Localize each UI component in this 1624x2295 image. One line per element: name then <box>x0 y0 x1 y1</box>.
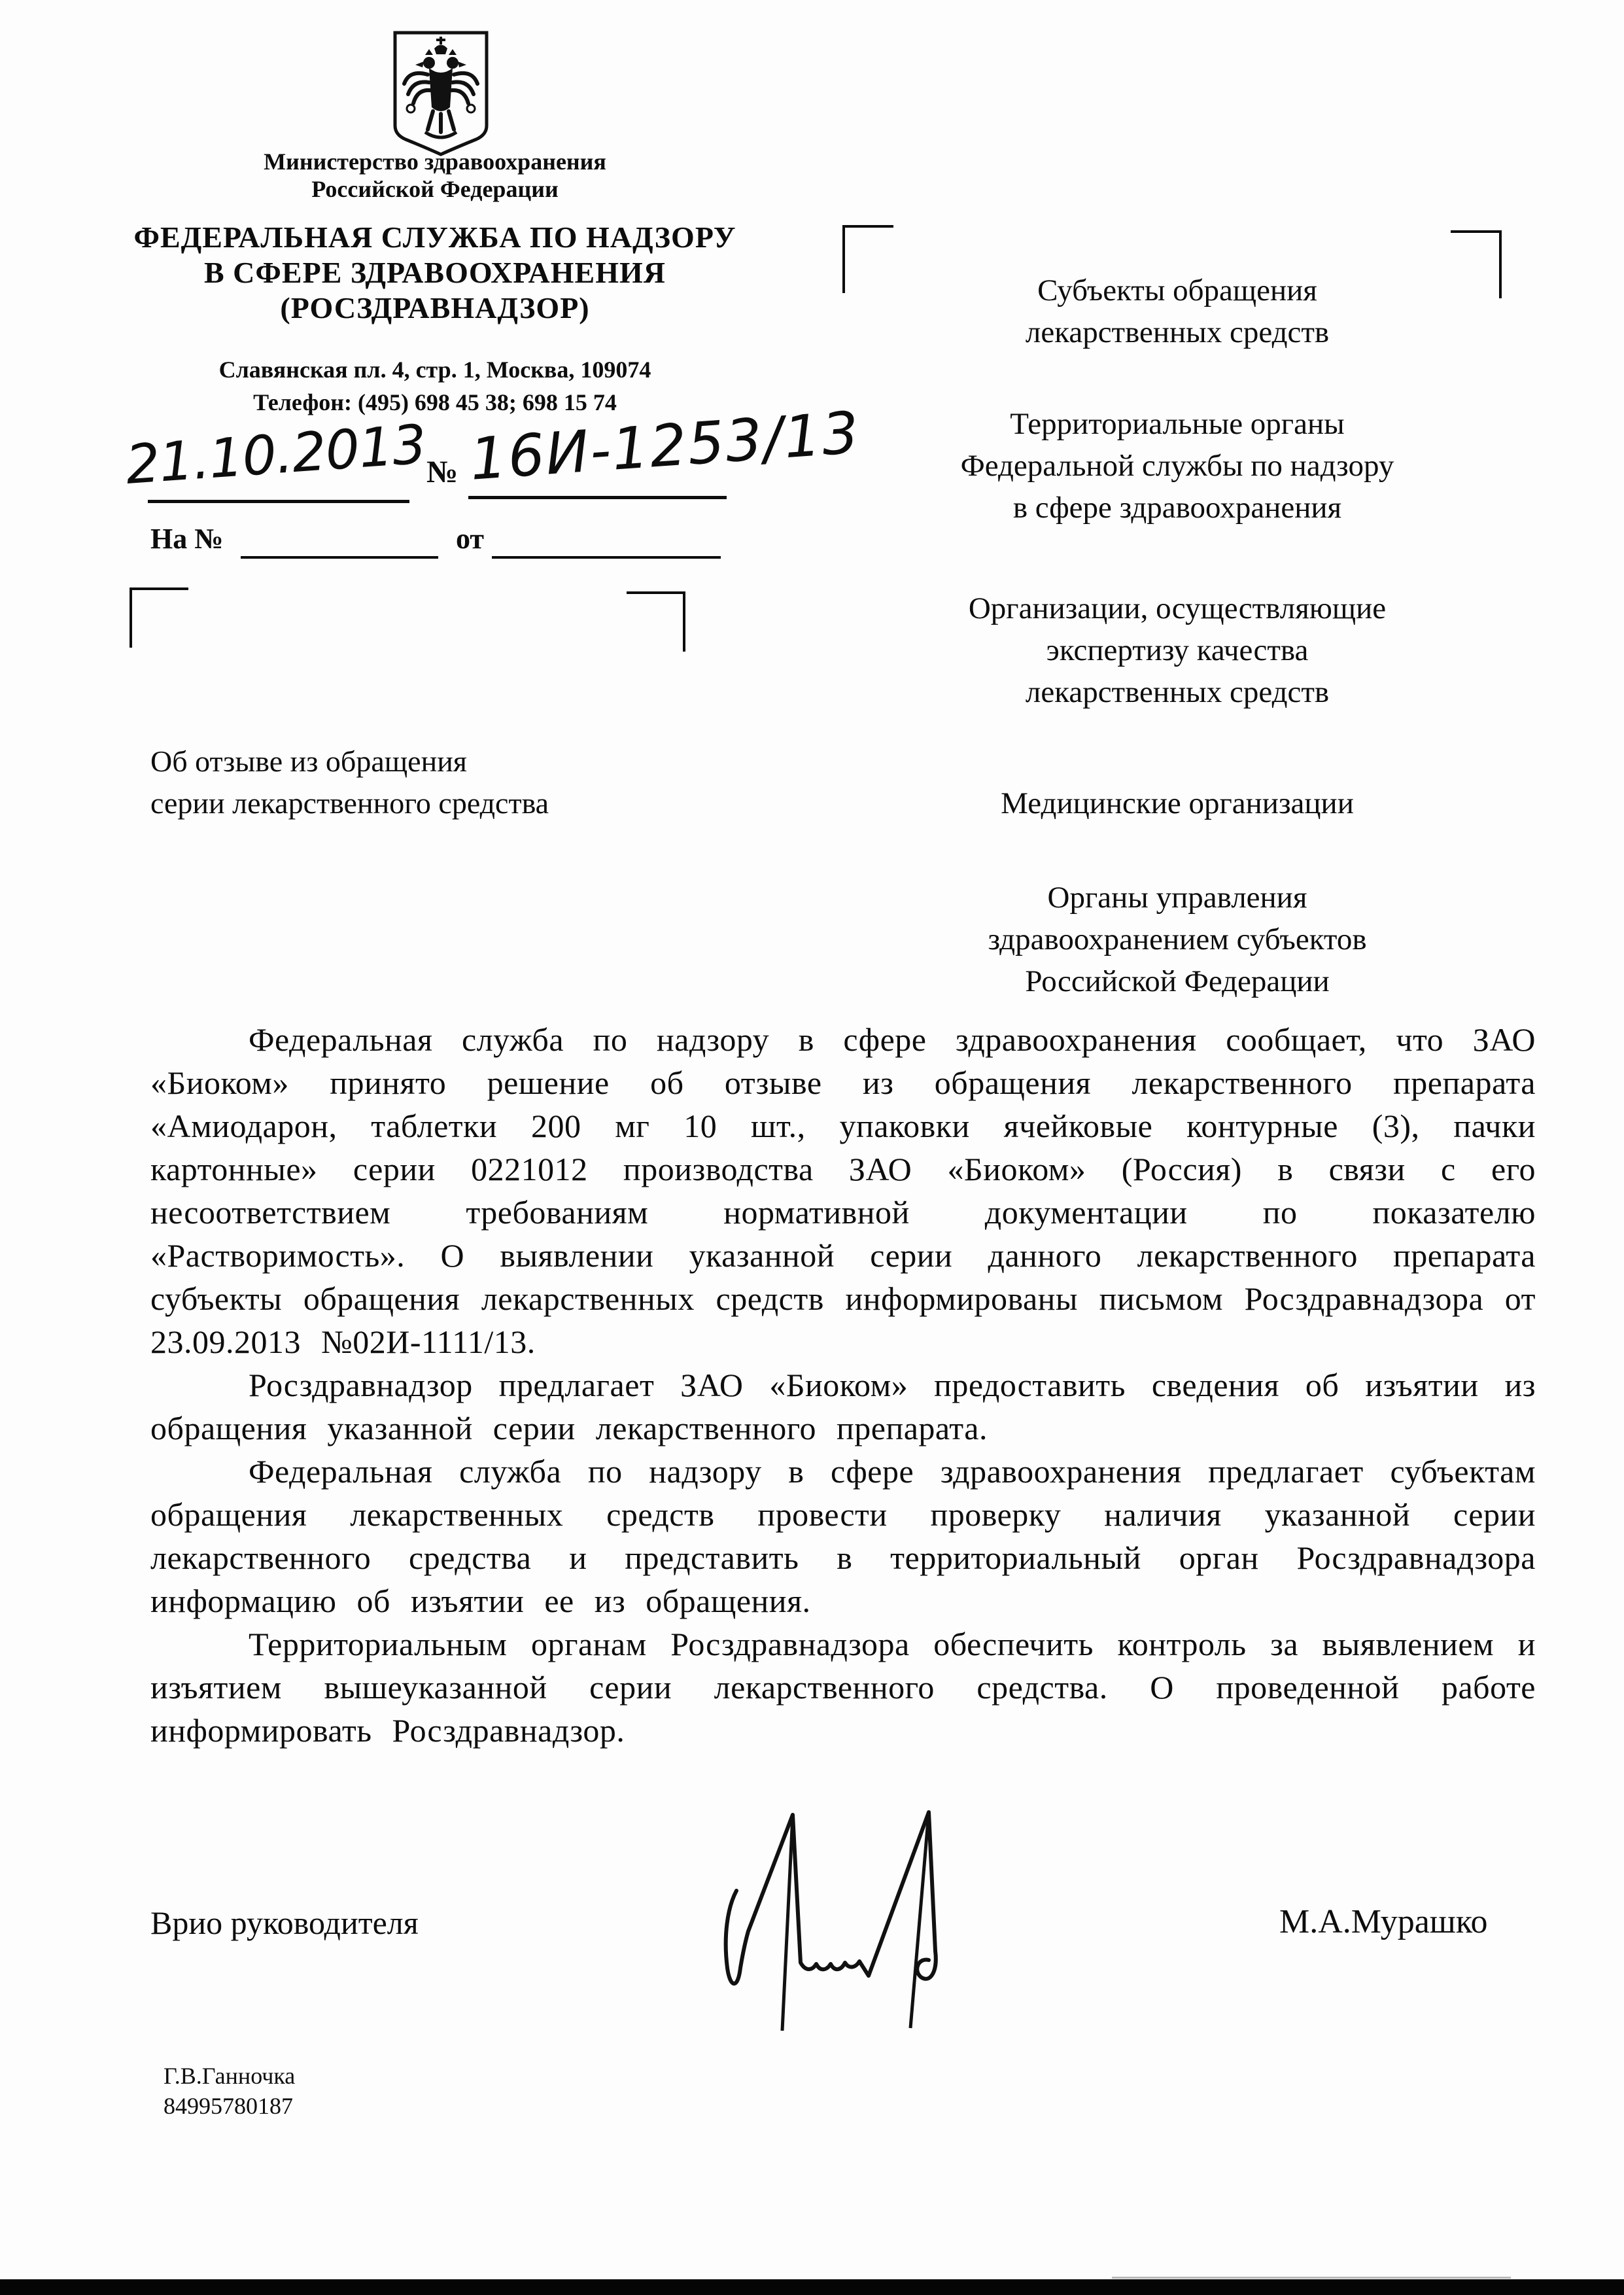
body-paragraph-4: Территориальным органам Росздравнадзора обеспечить контроль за выявлением и изъятием вышеуказанной серии лекарственного средства. О проведенной работе информировать Росздравнадзор. <box>150 1626 1536 1749</box>
signer-position-label: Врио руководителя <box>150 1904 419 1941</box>
service-contacts <box>108 353 762 419</box>
service-line1: ФЕДЕРАЛЬНАЯ СЛУЖБА ПО НАДЗОРУ <box>133 220 736 254</box>
letter-body <box>150 1018 1536 1752</box>
recipient-group-medical <box>831 782 1524 824</box>
recipient-group-health-authorities <box>831 877 1524 1002</box>
recipient-line: Субъекты обращения <box>1037 273 1317 307</box>
subject-line2: серии лекарственного средства <box>150 786 549 820</box>
address-zone-bracket-right <box>627 591 685 652</box>
on-number-label: На № <box>150 523 224 555</box>
recipient-line: Организации, осуществляющие <box>968 591 1387 625</box>
handwritten-number: 16И-1253/13 <box>468 398 863 493</box>
handwritten-date: 21.10.2013 <box>124 413 428 497</box>
coat-of-arms-icon <box>387 29 494 157</box>
recipient-group-subjects <box>831 270 1524 353</box>
ministry-line2: Российской Федерации <box>311 176 559 202</box>
recipient-line: экспертизу качества <box>1046 633 1309 667</box>
on-number-blank-line <box>241 556 438 559</box>
executor-phone: 84995780187 <box>164 2093 293 2119</box>
recipient-line: лекарственных средств <box>1025 315 1330 349</box>
executor-name: Г.В.Ганночка <box>164 2063 296 2089</box>
service-address: Славянская пл. 4, стр. 1, Москва, 109074 <box>218 357 651 383</box>
recipient-group-expertise <box>831 587 1524 713</box>
recipient-line: здравоохранением субъектов <box>988 922 1367 956</box>
recipient-line: Территориальные органы <box>1010 407 1345 441</box>
service-line2: В СФЕРЕ ЗДРАВООХРАНЕНИЯ <box>204 256 666 289</box>
service-phone: Телефон: (495) 698 45 38; 698 15 74 <box>253 389 617 415</box>
subject-line1: Об отзыве из обращения <box>150 745 467 778</box>
body-paragraph-3: Федеральная служба по надзору в сфере здравоохранения предлагает субъектам обращения лекарственных средств провести проверку наличия указанной серии лекарственного средства и представить в территориальный орган Росздравнадзора информацию об изъятии ее из обращения. <box>150 1453 1536 1619</box>
body-paragraph-1: Федеральная служба по надзору в сфере здравоохранения сообщает, что ЗАО «Биоком» принято решение об отзыве из обращения лекарственного препарата «Амиодарон, таблетки 200 мг 10 шт., упаковки ячейковые контурные (3), пачки картонные» серии 0221012 производства ЗАО «Биоком» (Россия) в связи с его несоответствием требованиям нормативной документации по показателю «Растворимость». О выявлении указанной серии данного лекарственного препарата субъекты обращения лекарственных средств информированы письмом Росздравнадзора от 23.09.2013 №02И-1111/13. <box>150 1021 1536 1360</box>
recipient-group-territorial <box>831 403 1524 529</box>
recipient-line: Медицинские организации <box>1001 786 1354 820</box>
scan-artifact-bottom-bar <box>0 2279 1624 2295</box>
recipient-line: в сфере здравоохранения <box>1012 491 1342 525</box>
scan-artifact-line <box>1112 2277 1511 2279</box>
service-line3: (РОСЗДРАВНАДЗОР) <box>280 291 590 324</box>
recipient-line: лекарственных средств <box>1025 675 1330 709</box>
ministry-header <box>173 148 697 203</box>
service-header <box>108 220 762 326</box>
signer-name: М.А.Мурашко <box>1279 1903 1488 1940</box>
ministry-line1: Министерство здравоохранения <box>264 149 606 175</box>
from-blank-line <box>492 556 721 559</box>
subject-block <box>150 741 739 824</box>
from-label: от <box>456 523 485 555</box>
recipient-line: Федеральной службы по надзору <box>960 449 1394 483</box>
number-sign: № <box>426 455 458 489</box>
address-zone-bracket-left <box>130 587 188 648</box>
executor-block <box>164 2061 295 2121</box>
body-paragraph-2: Росздравнадзор предлагает ЗАО «Биоком» предоставить сведения об изъятии из обращения указанной серии лекарственного препарата. <box>150 1367 1536 1446</box>
recipient-line: Органы управления <box>1047 881 1307 915</box>
signature-scribble <box>713 1806 1020 2035</box>
number-underline <box>468 496 727 499</box>
recipient-line: Российской Федерации <box>1025 964 1330 998</box>
date-underline <box>148 500 409 503</box>
